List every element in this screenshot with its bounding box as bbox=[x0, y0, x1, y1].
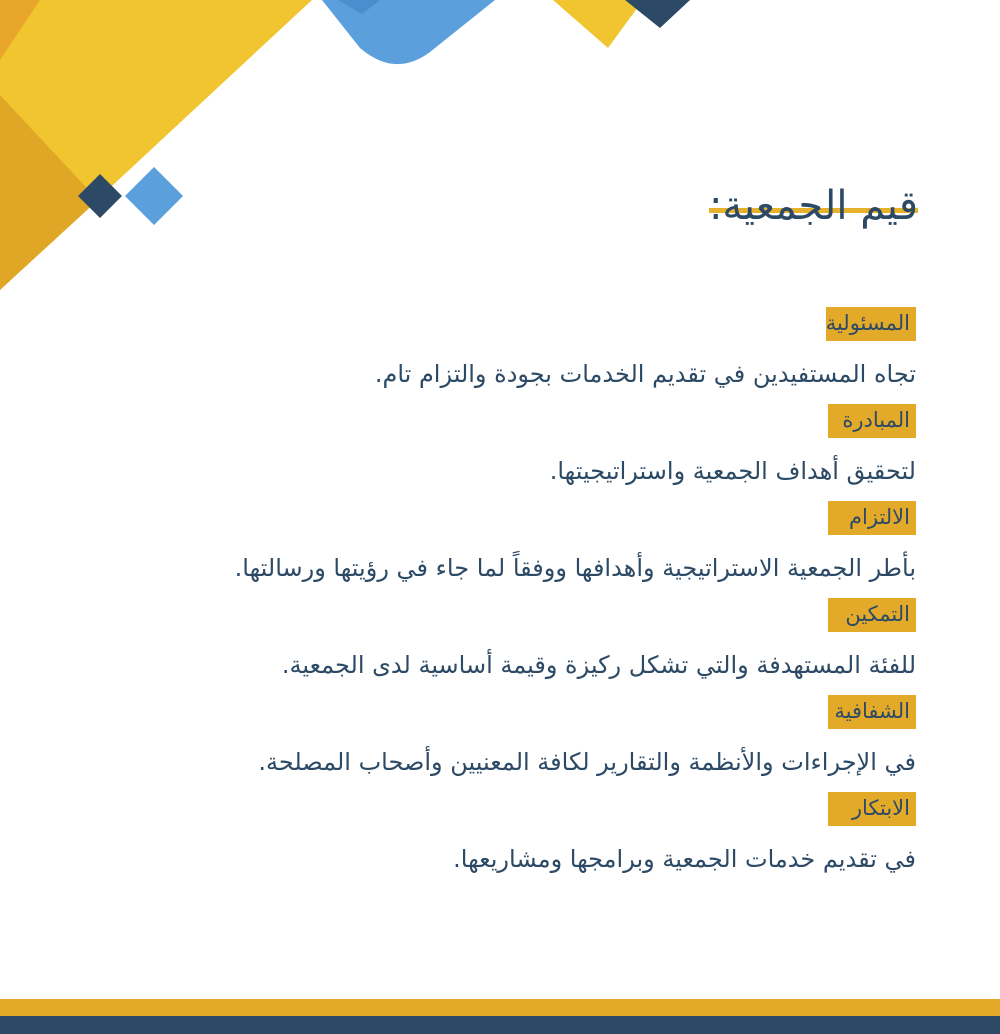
value-item bbox=[76, 501, 916, 585]
orange-corner-shape bbox=[0, 0, 40, 60]
blue-diamond-shade bbox=[338, 0, 380, 14]
bottom-navy-bar bbox=[0, 1016, 1000, 1034]
page-title: قيم الجمعية: bbox=[708, 183, 918, 229]
blue-diamond-shape bbox=[322, 0, 495, 64]
value-description: تجاه المستفيدين في تقديم الخدمات بجودة والتزام تام. bbox=[374, 360, 916, 388]
value-label: المسئولية bbox=[826, 307, 916, 341]
yellow-band-shape bbox=[0, 0, 312, 290]
gold-triangle-shape bbox=[0, 95, 98, 290]
value-label: التمكين bbox=[828, 598, 916, 632]
value-item bbox=[76, 598, 916, 682]
value-label: المبادرة bbox=[828, 404, 916, 438]
navy-triangle-shape bbox=[625, 0, 690, 28]
page-title-container bbox=[709, 178, 918, 234]
value-description: للفئة المستهدفة والتي تشكل ركيزة وقيمة أساسية لدى الجمعية. bbox=[281, 651, 916, 679]
value-item bbox=[76, 695, 916, 779]
value-description: بأطر الجمعية الاستراتيجية وأهدافها ووفقاً لما جاء في رؤيتها ورسالتها. bbox=[234, 554, 916, 582]
values-list bbox=[76, 307, 916, 889]
value-description: في الإجراءات والأنظمة والتقارير لكافة المعنيين وأصحاب المصلحة. bbox=[258, 748, 916, 776]
yellow-triangle-shape bbox=[553, 0, 643, 48]
value-description: في تقديم خدمات الجمعية وبرامجها ومشاريعها. bbox=[453, 845, 916, 873]
value-label: الابتكار bbox=[828, 792, 916, 826]
blue-small-diamond bbox=[125, 167, 183, 225]
value-item bbox=[76, 307, 916, 391]
value-label: الالتزام bbox=[828, 501, 916, 535]
value-description: لتحقيق أهداف الجمعية واستراتيجيتها. bbox=[549, 457, 916, 485]
value-item bbox=[76, 404, 916, 488]
bottom-gold-bar bbox=[0, 999, 1000, 1016]
value-item bbox=[76, 792, 916, 876]
navy-small-diamond bbox=[78, 174, 122, 218]
value-label: الشفافية bbox=[828, 695, 916, 729]
